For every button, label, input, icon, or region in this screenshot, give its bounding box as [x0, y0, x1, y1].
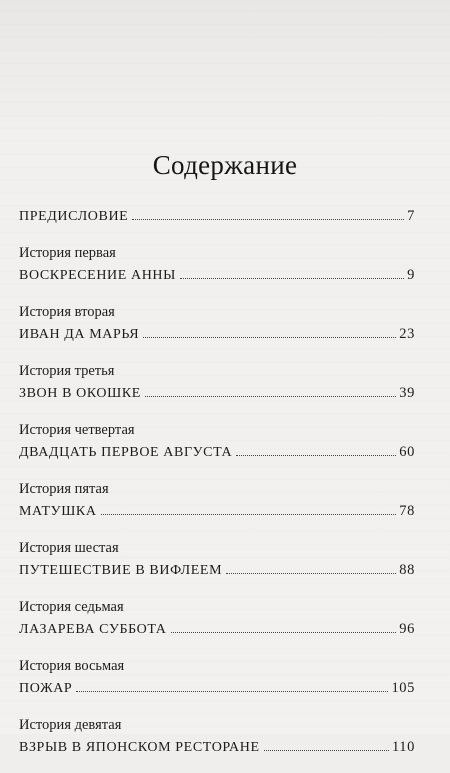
toc-entry-title: ПУТЕШЕСТВИЕ В ВИФЛЕЕМ: [19, 563, 223, 578]
toc-page-number: 9: [407, 267, 415, 283]
dot-leader: [143, 336, 396, 338]
toc-entry-title: ПОЖАР: [19, 681, 73, 696]
toc-entry-title: ВОСКРЕСЕНИЕ АННЫ: [19, 268, 176, 283]
toc-line: [19, 677, 415, 700]
toc-entry-title: ЛАЗАРЕВА СУББОТА: [19, 622, 167, 637]
toc-line: [19, 323, 415, 346]
toc-entry-label: История третья: [19, 363, 115, 379]
page-title: Содержание: [152, 150, 298, 180]
dot-leader: [226, 572, 396, 574]
toc-entry-label: История пятая: [19, 481, 109, 497]
toc-entry: [19, 242, 415, 287]
toc-entry-title: ВЗРЫВ В ЯПОНСКОМ РЕСТОРАНЕ: [19, 740, 260, 755]
dot-leader: [171, 631, 397, 633]
toc-line: [19, 264, 415, 287]
toc-line: [19, 441, 415, 464]
toc-line: [19, 618, 415, 641]
toc-entry-label: История седьмая: [19, 599, 124, 615]
toc-entry-title: ПРЕДИСЛОВИЕ: [19, 209, 129, 224]
toc-entry-label: История первая: [19, 245, 116, 261]
table-of-contents: [19, 205, 415, 773]
toc-entry-label: История восьмая: [19, 658, 125, 674]
toc-entry: [19, 419, 415, 464]
dot-leader: [264, 749, 389, 751]
toc-line: [19, 559, 415, 582]
toc-entry: [19, 596, 415, 641]
toc-entry-title: МАТУШКА: [19, 504, 97, 519]
toc-entry-title: ИВАН ДА МАРЬЯ: [19, 327, 140, 342]
toc-page-number: 60: [399, 444, 415, 460]
toc-entry: [19, 537, 415, 582]
toc-page-number: 23: [399, 326, 415, 342]
toc-entry-title: ЗВОН В ОКОШКЕ: [19, 386, 141, 401]
dot-leader: [76, 690, 388, 692]
toc-line: [19, 382, 415, 405]
toc-page-number: 39: [399, 385, 415, 401]
toc-entry: [19, 655, 415, 700]
toc-entry: [19, 301, 415, 346]
toc-page-number: 105: [391, 680, 415, 696]
toc-page-number: 88: [399, 562, 415, 578]
toc-page-number: 110: [391, 739, 415, 755]
toc-line: [19, 205, 415, 228]
dot-leader: [145, 395, 396, 397]
toc-entry-label: История шестая: [19, 540, 119, 556]
dot-leader: [236, 454, 396, 456]
toc-line: [19, 736, 415, 759]
toc-entry-label: История вторая: [19, 304, 115, 320]
dot-leader: [101, 513, 397, 515]
toc-entry: [19, 714, 415, 759]
toc-entry: [19, 478, 415, 523]
dot-leader: [132, 218, 404, 220]
toc-page-number: 96: [399, 621, 415, 637]
dot-leader: [180, 277, 404, 279]
toc-entry-preface: [19, 205, 415, 228]
toc-entry-label: История четвертая: [19, 422, 135, 438]
toc-line: [19, 500, 415, 523]
toc-page-number: 7: [407, 208, 415, 224]
toc-entry-label: История девятая: [19, 717, 122, 733]
toc-entry-title: ДВАДЦАТЬ ПЕРВОЕ АВГУСТА: [19, 445, 233, 460]
toc-entry: [19, 360, 415, 405]
toc-page-number: 78: [399, 503, 415, 519]
